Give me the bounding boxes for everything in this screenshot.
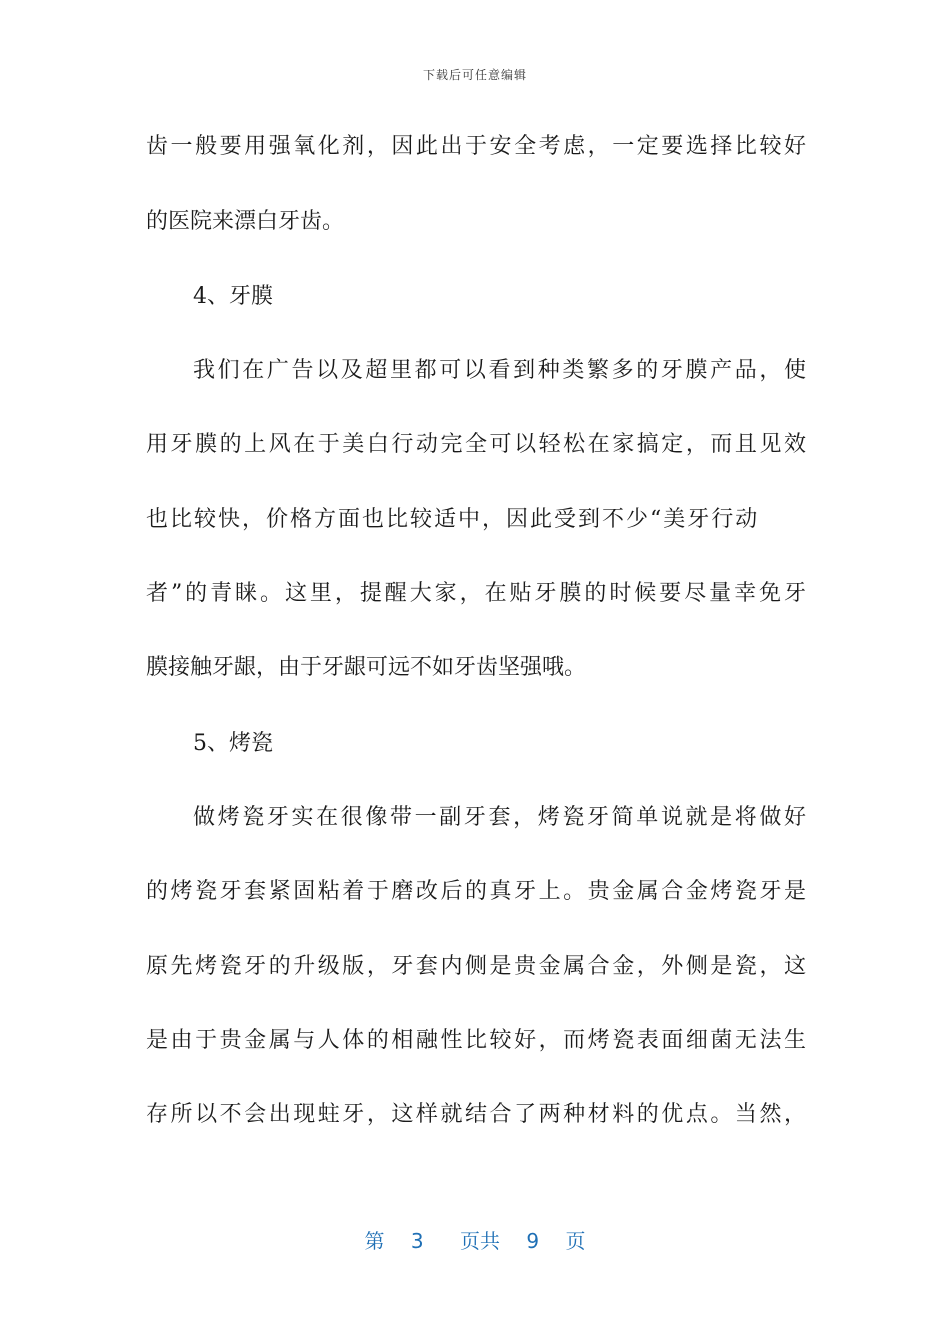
body-line-11: 的烤瓷牙套紧固粘着于磨改后的真牙上。贵金属合金烤瓷牙是 xyxy=(146,879,806,904)
body-line-12: 原先烤瓷牙的升级版，牙套内侧是贵金属合金，外侧是瓷，这 xyxy=(146,954,806,979)
section-heading-5: 5、烤瓷 xyxy=(193,731,273,756)
footer-suffix: 页 xyxy=(565,1229,586,1253)
body-line-2: 的医院来漂白牙齿。 xyxy=(146,209,345,234)
body-line-10: 做烤瓷牙实在很像带一副牙套，烤瓷牙简单说就是将做好 xyxy=(193,805,806,830)
body-line-7: 者”的青睐。这里，提醒大家，在贴牙膜的时候要尽量幸免牙 xyxy=(146,581,806,606)
body-line-14: 存所以不会出现蛀牙，这样就结合了两种材料的优点。当然， xyxy=(146,1102,806,1127)
footer-middle: 页共 xyxy=(460,1229,500,1253)
body-line-6: 也比较快，价格方面也比较适中，因此受到不少“美牙行动 xyxy=(146,507,760,532)
body-line-5: 用牙膜的上风在于美白行动完全可以轻松在家搞定，而且见效 xyxy=(146,432,806,457)
body-line-8: 膜接触牙龈，由于牙龈可远不如牙齿坚强哦。 xyxy=(146,655,587,680)
footer-current-page: 3 xyxy=(410,1229,424,1253)
page-header: 下载后可任意编辑 xyxy=(422,68,527,82)
footer-prefix: 第 xyxy=(364,1229,385,1253)
footer-total-pages: 9 xyxy=(526,1229,540,1253)
page-footer xyxy=(0,1225,950,1254)
body-line-1: 齿一般要用强氧化剂，因此出于安全考虑，一定要选择比较好 xyxy=(146,134,806,159)
body-line-13: 是由于贵金属与人体的相融性比较好，而烤瓷表面细菌无法生 xyxy=(146,1028,806,1053)
section-heading-4: 4、牙膜 xyxy=(193,284,273,309)
body-line-4: 我们在广告以及超里都可以看到种类繁多的牙膜产品，使 xyxy=(193,358,806,383)
